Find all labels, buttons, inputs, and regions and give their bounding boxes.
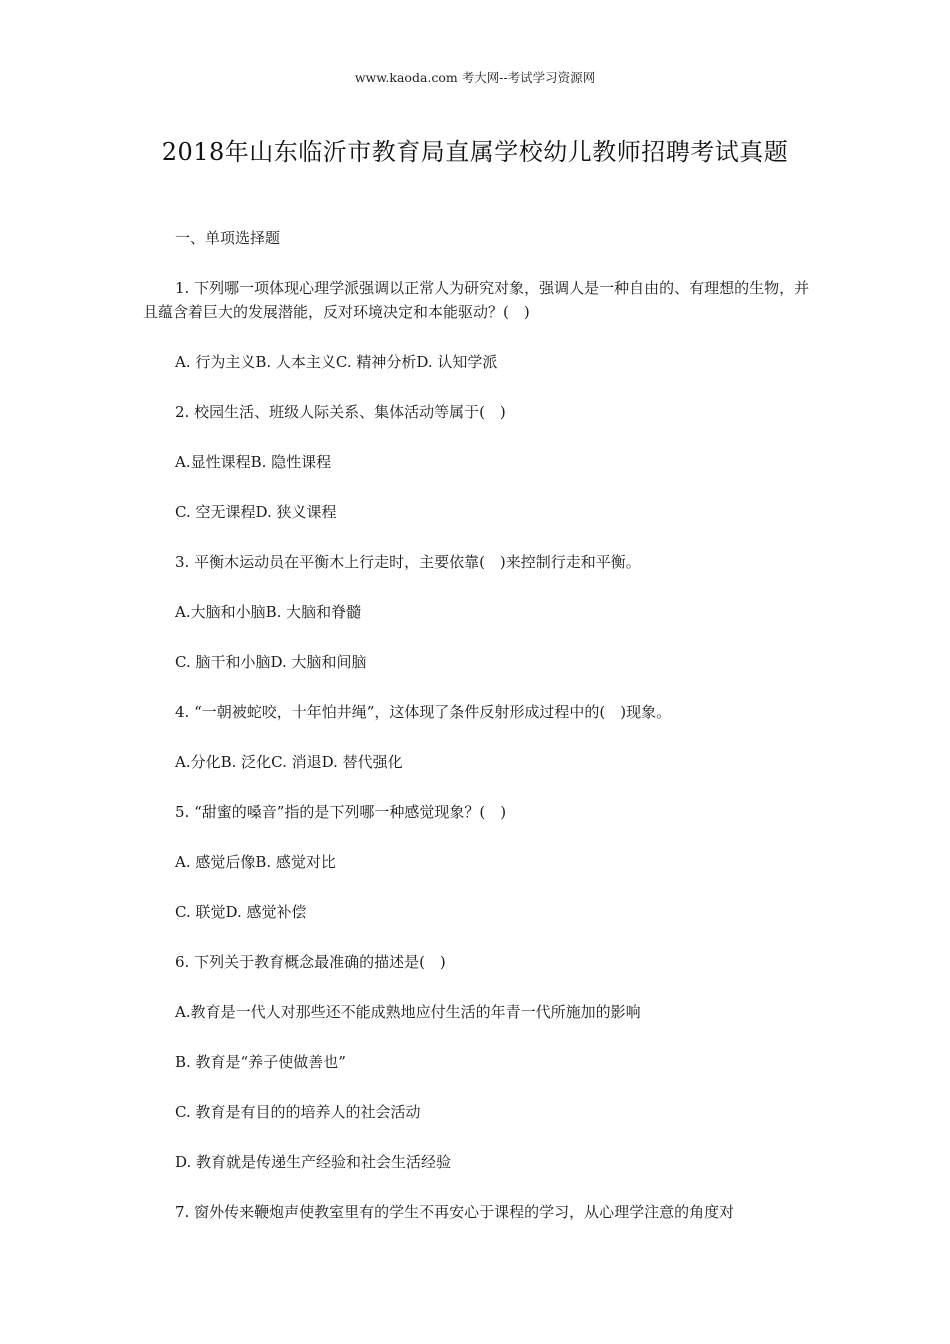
question-6-option-d: D. 教育就是传递生产经验和社会生活经验: [175, 1153, 452, 1171]
question-3: 3. 平衡木运动员在平衡木上行走时，主要依靠( )来控制行走和平衡。: [175, 553, 641, 571]
document-body: [143, 226, 811, 1250]
question-1-options: A. 行为主义B. 人本主义C. 精神分析D. 认知学派: [175, 353, 498, 371]
question-6: 6. 下列关于教育概念最准确的描述是( ): [175, 953, 446, 971]
question-1: 1. 下列哪一项体现心理学派强调以正常人为研究对象，强调人是一种自由的、有理想的生物，并且蕴含着巨大的发展潜能，反对环境决定和本能驱动？( ): [143, 279, 810, 321]
question-6-option-b: B. 教育是“养子使做善也”: [175, 1053, 346, 1071]
question-6-option-c: C. 教育是有目的的培养人的社会活动: [175, 1103, 421, 1121]
question-3-options-cd: C. 脑干和小脑D. 大脑和间脑: [175, 653, 367, 671]
question-4-options: A.分化B. 泛化C. 消退D. 替代强化: [175, 753, 403, 771]
document-title: 2018年山东临沂市教育局直属学校幼儿教师招聘考试真题: [161, 138, 789, 166]
question-2: 2. 校园生活、班级人际关系、集体活动等属于( ): [175, 403, 506, 421]
question-5-options-ab: A. 感觉后像B. 感觉对比: [175, 853, 336, 871]
page-header: www.kaoda.com 考大网--考试学习资源网: [354, 70, 596, 85]
section-heading: 一、单项选择题: [175, 229, 281, 247]
question-6-option-a: A.教育是一代人对那些还不能成熟地应付生活的年青一代所施加的影响: [175, 1003, 641, 1021]
question-2-options-ab: A.显性课程B. 隐性课程: [175, 453, 332, 471]
question-2-options-cd: C. 空无课程D. 狭义课程: [175, 503, 337, 521]
question-4: 4. “一朝被蛇咬，十年怕井绳”，这体现了条件反射形成过程中的( )现象。: [175, 703, 672, 721]
question-3-options-ab: A.大脑和小脑B. 大脑和脊髓: [175, 603, 362, 621]
question-5-options-cd: C. 联觉D. 感觉补偿: [175, 903, 307, 921]
question-7: 7. 窗外传来鞭炮声使教室里有的学生不再安心于课程的学习，从心理学注意的角度对: [175, 1203, 735, 1221]
question-5: 5. “甜蜜的嗓音”指的是下列哪一种感觉现象？( ): [175, 803, 507, 821]
